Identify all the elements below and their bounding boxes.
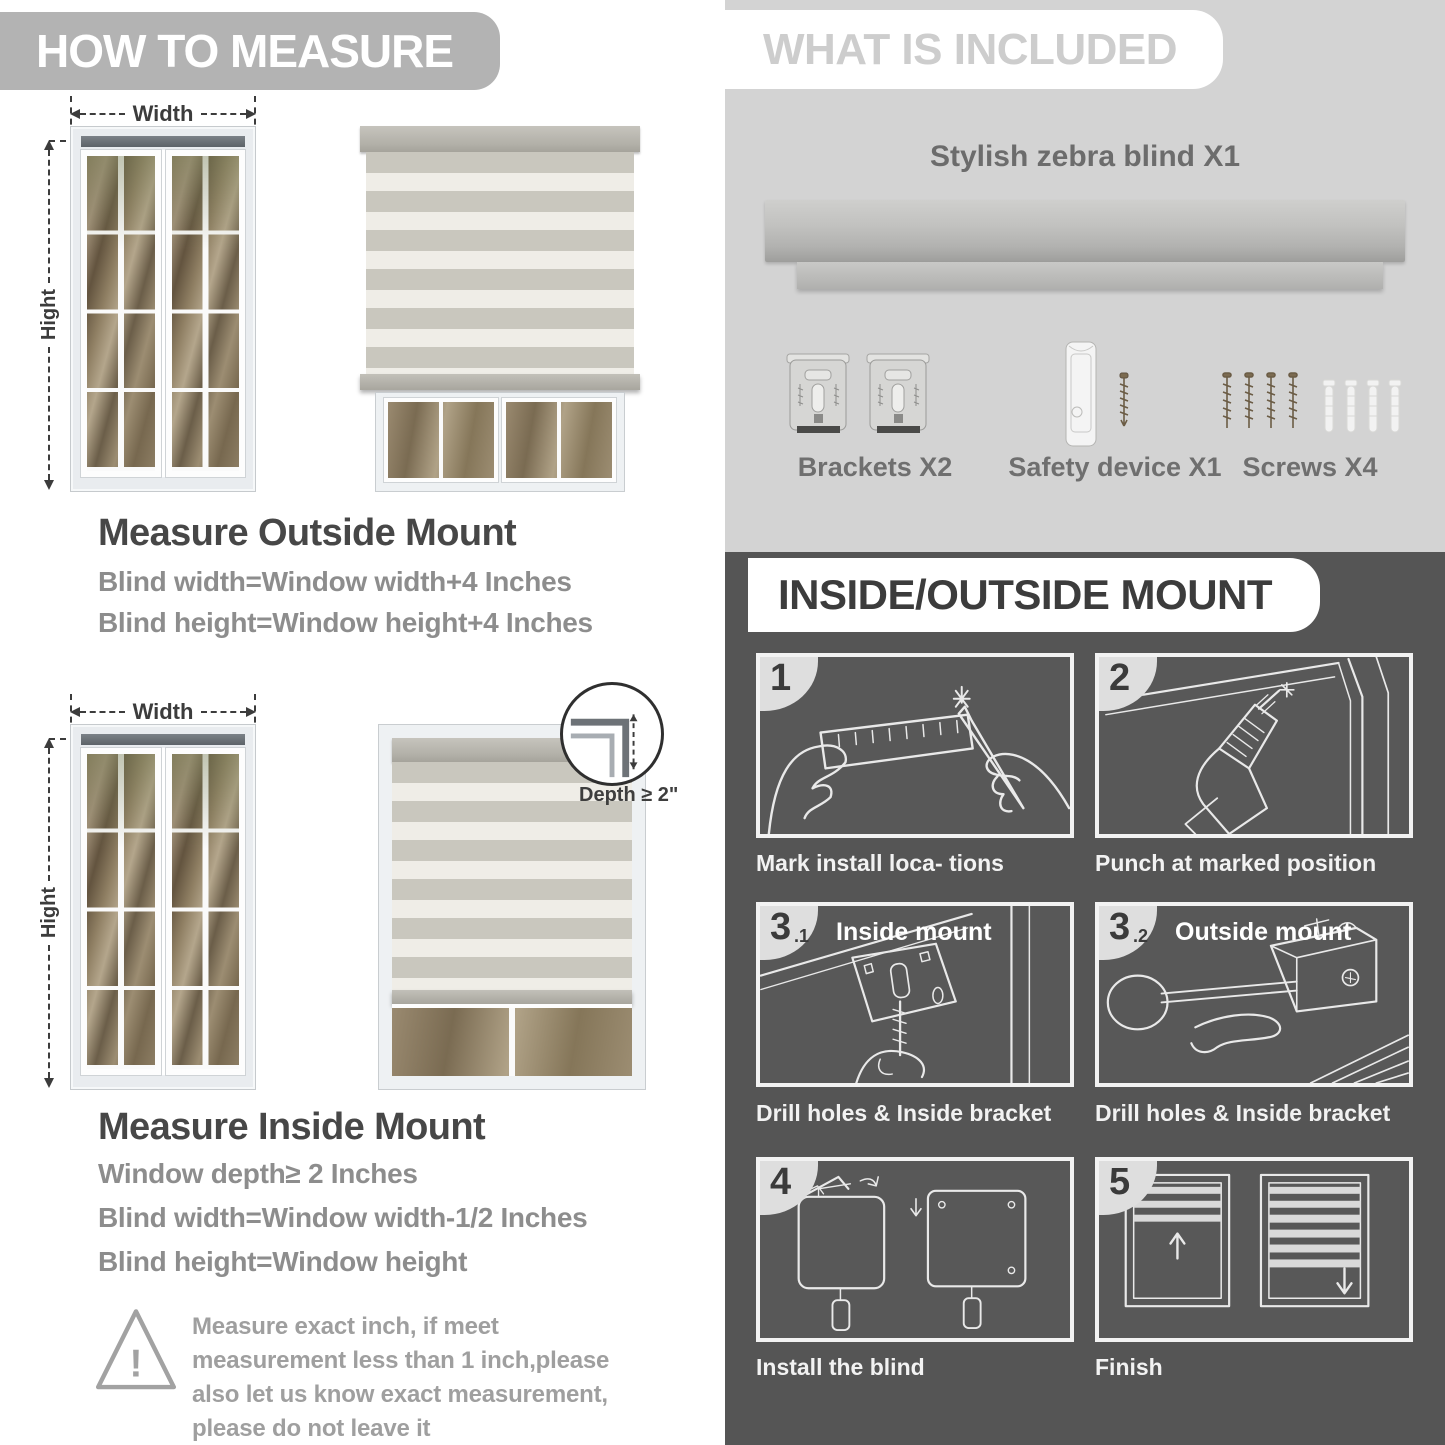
window-corner-detail-icon bbox=[563, 685, 661, 783]
window-sash-right bbox=[166, 748, 246, 1075]
step-panel-3-1 bbox=[756, 902, 1074, 1087]
window-top-frame bbox=[81, 136, 245, 147]
window-top-frame bbox=[81, 734, 245, 745]
outside-mount-title: Measure Outside Mount bbox=[98, 512, 517, 554]
depth-label: Depth ≥ 2" bbox=[579, 784, 679, 806]
zebra-blind-headrail bbox=[765, 200, 1405, 262]
step-caption-3-1: Drill holes & Inside bracket bbox=[756, 1100, 1052, 1126]
safety-device-icon bbox=[1063, 340, 1099, 448]
window-photo-inside bbox=[70, 724, 256, 1090]
step-number-badge: 3 .2 bbox=[1099, 906, 1157, 960]
step-panel-2 bbox=[1095, 653, 1413, 838]
inside-formula-height: Blind height=Window height bbox=[98, 1246, 468, 1277]
height-arrow-outside bbox=[36, 140, 62, 490]
window-pane bbox=[502, 398, 616, 482]
step-number-badge: 2 bbox=[1099, 657, 1157, 711]
product-label: Stylish zebra blind X1 bbox=[929, 140, 1241, 173]
window-sash-left bbox=[81, 150, 161, 477]
zebra-blind-headrail-bottom bbox=[797, 262, 1383, 289]
width-arrow-outside bbox=[70, 101, 256, 126]
window-pane bbox=[384, 398, 498, 482]
how-to-measure-title: HOW TO MEASURE bbox=[36, 25, 454, 77]
window-sash-right bbox=[166, 150, 246, 477]
mount-header bbox=[748, 558, 1320, 632]
window-below-blind bbox=[375, 392, 625, 492]
outside-formula-height: Blind height=Window height+4 Inches bbox=[98, 607, 593, 638]
blind-cassette bbox=[360, 126, 640, 152]
step-panel-4 bbox=[756, 1157, 1074, 1342]
step-number-badge: 5 bbox=[1099, 1161, 1157, 1215]
step-caption-2: Punch at marked position bbox=[1095, 850, 1377, 876]
step-caption-1: Mark install loca- tions bbox=[756, 850, 1004, 876]
what-is-included-section bbox=[725, 0, 1445, 552]
step-caption-5: Finish bbox=[1095, 1354, 1163, 1380]
blind-bottom-rail bbox=[360, 374, 640, 390]
arrow-down-icon bbox=[44, 1078, 54, 1088]
what-is-included-title: WHAT IS INCLUDED bbox=[763, 24, 1178, 74]
inside-formula-depth: Window depth≥ 2 Inches bbox=[98, 1158, 418, 1189]
inside-mount-title: Measure Inside Mount bbox=[98, 1106, 486, 1148]
window-photo-outside bbox=[70, 126, 256, 492]
window-sash-left bbox=[81, 748, 161, 1075]
bracket-icon bbox=[785, 348, 851, 444]
screws-icon bbox=[1220, 372, 1312, 436]
screws-label: Screws X4 bbox=[1242, 452, 1378, 482]
height-label: Hight bbox=[37, 887, 60, 939]
step-inlabel-outside-mount: Outside mount bbox=[1175, 918, 1352, 946]
depth-detail-magnifier bbox=[560, 682, 664, 786]
height-label: Hight bbox=[37, 289, 60, 341]
step-number-badge: 3 .1 bbox=[760, 906, 818, 960]
wall-anchors-icon bbox=[1321, 378, 1405, 438]
step-panel-3-2 bbox=[1095, 902, 1413, 1087]
window-glass-below bbox=[392, 1004, 632, 1076]
screw-icon bbox=[1117, 372, 1131, 432]
mount-instructions-section bbox=[725, 552, 1445, 1445]
outside-formula-width: Blind width=Window width+4 Inches bbox=[98, 566, 572, 597]
step-inlabel-inside-mount: Inside mount bbox=[836, 918, 992, 946]
step-number-badge: 1 bbox=[760, 657, 818, 711]
width-label: Width bbox=[132, 101, 194, 126]
step-caption-3-2: Drill holes & Inside bracket bbox=[1095, 1100, 1391, 1126]
warning-icon bbox=[92, 1302, 180, 1400]
inside-formula-width: Blind width=Window width-1/2 Inches bbox=[98, 1202, 588, 1233]
width-label: Width bbox=[132, 699, 194, 724]
step-panel-5 bbox=[1095, 1157, 1413, 1342]
mount-title: INSIDE/OUTSIDE MOUNT bbox=[778, 571, 1273, 618]
what-is-included-header bbox=[725, 10, 1223, 89]
blind-fabric bbox=[366, 152, 634, 374]
measurement-warning-text: Measure exact inch, if meet measurement less than 1 inch,please also let us know exact measurement, please do not leave it bbox=[192, 1313, 610, 1443]
step-panel-1 bbox=[756, 653, 1074, 838]
arrow-down-icon bbox=[44, 480, 54, 490]
step-number-badge: 4 bbox=[760, 1161, 818, 1215]
height-arrow-inside bbox=[36, 738, 62, 1088]
safety-device-label: Safety device X1 bbox=[1008, 452, 1222, 482]
warning-exclamation: ! bbox=[129, 1342, 143, 1386]
bracket-icon bbox=[865, 348, 931, 444]
width-arrow-inside bbox=[70, 699, 256, 724]
step-caption-4: Install the blind bbox=[756, 1354, 925, 1380]
brackets-label: Brackets X2 bbox=[797, 452, 953, 482]
blind-bottom-rail bbox=[392, 990, 632, 1004]
how-to-measure-header bbox=[0, 12, 500, 90]
